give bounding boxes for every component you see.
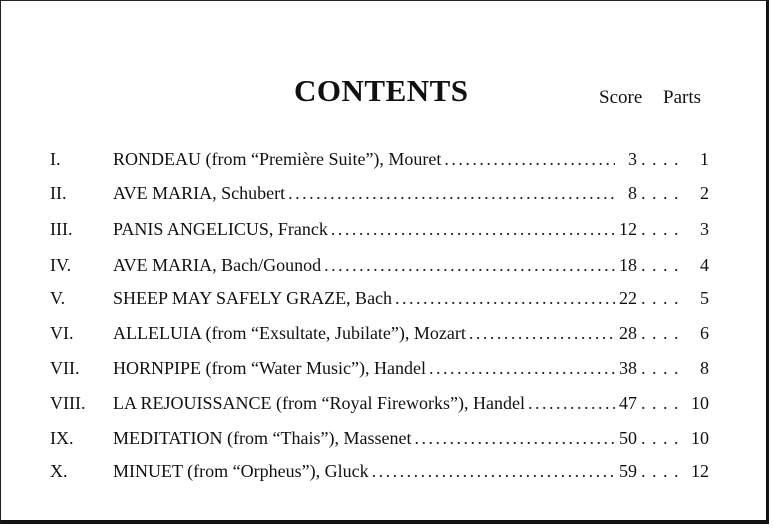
- entry-title: HORNPIPE (from “Water Music”), Handel: [113, 358, 426, 378]
- entry-number: V.: [50, 288, 66, 308]
- entry-title: MINUET (from “Orpheus”), Gluck: [113, 461, 369, 481]
- entry-number: I.: [50, 149, 61, 169]
- parts-column-header: Parts: [663, 87, 701, 108]
- contents-row: [1, 146, 770, 172]
- contents-row: [1, 320, 770, 346]
- entry-title: SHEEP MAY SAFELY GRAZE, Bach: [113, 288, 393, 308]
- dot-leader: [372, 458, 615, 484]
- score-page-number: 38: [619, 358, 637, 378]
- parts-page-number: 6: [700, 323, 709, 343]
- dot-leader: [528, 390, 615, 416]
- dot-leader: . . . .: [641, 183, 680, 203]
- parts-page-number: 8: [700, 358, 709, 378]
- dot-leader: . . . .: [641, 428, 680, 448]
- dot-leader: . . . .: [641, 255, 680, 275]
- contents-row: [1, 458, 770, 484]
- entry-title: PANIS ANGELICUS, Franck: [113, 219, 328, 239]
- entry-title: MEDITATION (from “Thais”), Massenet: [113, 428, 412, 448]
- contents-row: [1, 252, 770, 278]
- dot-leader: [288, 180, 615, 206]
- parts-page-number: 3: [700, 219, 709, 239]
- score-page-number: 50: [619, 428, 637, 448]
- contents-row: [1, 216, 770, 242]
- score-column-header: Score: [599, 87, 643, 108]
- entry-line: [113, 146, 637, 172]
- parts-page-number: 10: [691, 393, 709, 413]
- entry-number: VII.: [50, 358, 80, 378]
- page-title: CONTENTS: [294, 73, 469, 108]
- dot-leader: [429, 355, 615, 381]
- contents-row: [1, 390, 770, 416]
- entry-number: II.: [50, 183, 67, 203]
- entry-number: III.: [50, 219, 73, 239]
- entry-number: VIII.: [50, 393, 86, 413]
- entry-number: IX.: [50, 428, 74, 448]
- contents-row: [1, 355, 770, 381]
- dot-leader: [324, 252, 615, 278]
- entry-line: [113, 320, 637, 346]
- dot-leader: [469, 320, 615, 346]
- score-page-number: 47: [619, 393, 637, 413]
- entry-line: [113, 216, 637, 242]
- dot-leader: . . . .: [641, 219, 680, 239]
- entry-title: RONDEAU (from “Première Suite”), Mouret: [113, 149, 442, 169]
- entry-number: X.: [50, 461, 68, 481]
- parts-page-number: 2: [700, 183, 709, 203]
- dot-leader: [444, 146, 615, 172]
- dot-leader: . . . .: [641, 149, 680, 169]
- entry-title: AVE MARIA, Schubert: [113, 183, 286, 203]
- score-page-number: 28: [619, 323, 637, 343]
- entry-title: AVE MARIA, Bach/Gounod: [113, 255, 322, 275]
- contents-row: [1, 425, 770, 451]
- dot-leader: [331, 216, 615, 242]
- dot-leader: . . . .: [641, 393, 680, 413]
- entry-line: [113, 180, 637, 206]
- contents-row: [1, 285, 770, 311]
- score-page-number: 12: [619, 219, 637, 239]
- dot-leader: . . . .: [641, 358, 680, 378]
- parts-page-number: 12: [691, 461, 709, 481]
- parts-page-number: 10: [691, 428, 709, 448]
- dot-leader: . . . .: [641, 461, 680, 481]
- dot-leader: . . . .: [641, 323, 680, 343]
- score-page-number: 18: [619, 255, 637, 275]
- entry-title: LA REJOUISSANCE (from “Royal Fireworks”), Handel: [113, 393, 525, 413]
- parts-page-number: 1: [700, 149, 709, 169]
- parts-page-number: 4: [700, 255, 709, 275]
- entry-number: IV.: [50, 255, 72, 275]
- dot-leader: [414, 425, 615, 451]
- score-page-number: 22: [619, 288, 637, 308]
- entry-line: [113, 285, 637, 311]
- entry-line: [113, 390, 637, 416]
- score-page-number: 3: [628, 149, 637, 169]
- entry-title: ALLELUIA (from “Exsultate, Jubilate”), Mozart: [113, 323, 466, 343]
- contents-row: [1, 180, 770, 206]
- entry-line: [113, 355, 637, 381]
- dot-leader: [395, 285, 615, 311]
- parts-page-number: 5: [700, 288, 709, 308]
- score-page-number: 8: [628, 183, 637, 203]
- dot-leader: . . . .: [641, 288, 680, 308]
- score-page-number: 59: [619, 461, 637, 481]
- entry-line: [113, 252, 637, 278]
- entry-number: VI.: [50, 323, 74, 343]
- entry-line: [113, 458, 637, 484]
- entry-line: [113, 425, 637, 451]
